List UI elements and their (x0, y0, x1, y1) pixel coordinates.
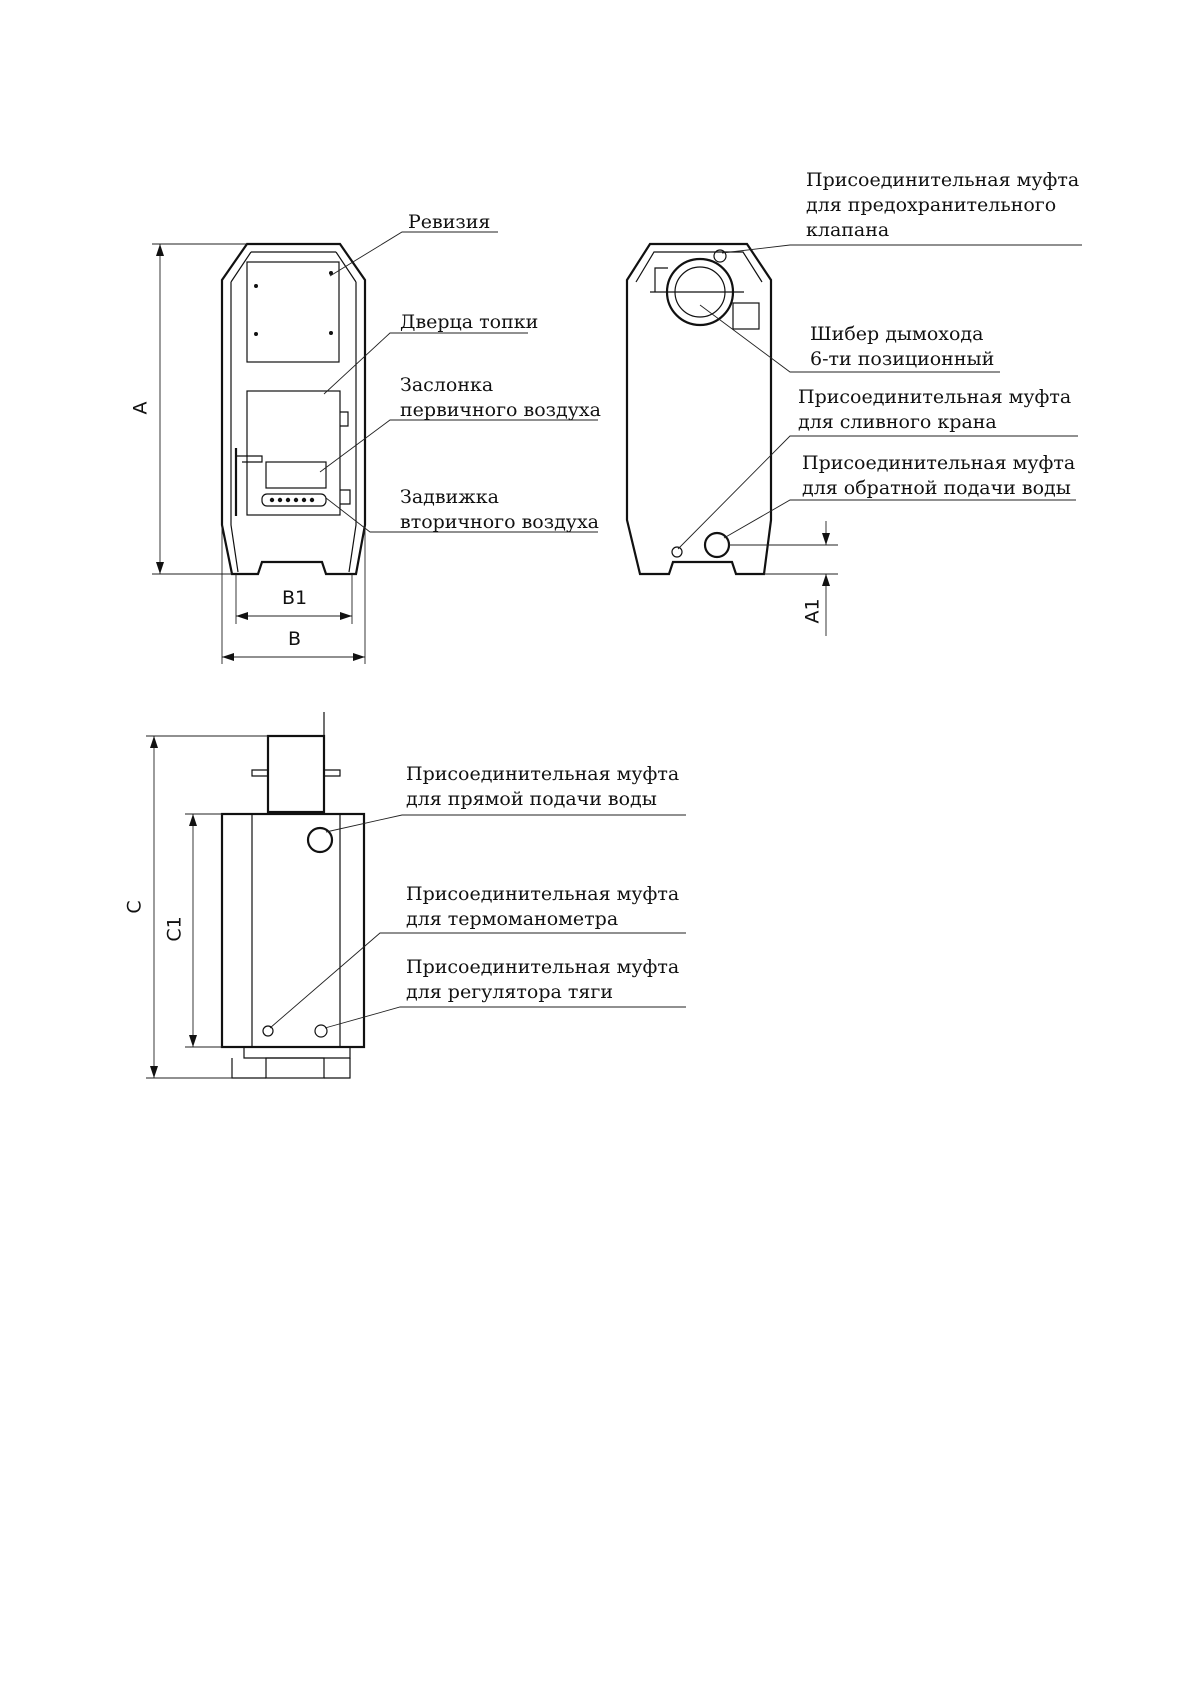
label-text: Присоединительная муфта (406, 763, 680, 785)
revision-bolt (329, 331, 333, 335)
dim-a1-arrow (822, 533, 830, 586)
label-primary-air-damper (400, 373, 601, 423)
label-text: первичного воздуха (400, 399, 601, 421)
door-hinge (340, 490, 350, 504)
leader-safety-valve (722, 245, 1082, 253)
label-safety-valve-coupling (806, 168, 1079, 243)
label-text: для обратной подачи воды (802, 477, 1071, 499)
label-text: Присоединительная муфта (802, 452, 1076, 474)
door-handle-arm (236, 456, 262, 462)
damper-handle (655, 268, 668, 292)
drain-coupling (672, 547, 682, 557)
label-supply-water-coupling (406, 762, 679, 812)
draft-regulator-coupling (315, 1025, 327, 1037)
label-text: Присоединительная муфта (406, 883, 680, 905)
label-secondary-air-slide (400, 485, 599, 535)
label-text: Шибер дымохода (810, 323, 984, 345)
leader-draft (325, 1007, 686, 1028)
label-text: Присоединительная муфта (806, 169, 1080, 191)
label-revision (408, 210, 490, 235)
label-text: клапана (806, 219, 890, 241)
label-draft-regulator-coupling (406, 955, 679, 1005)
leader-return (724, 500, 1076, 538)
revision-bolt (254, 332, 258, 336)
front-body-outline (222, 244, 365, 574)
door-hinge (340, 412, 348, 426)
label-text: для регулятора тяги (406, 981, 613, 1003)
leader-supply (326, 815, 686, 832)
label-text: для предохранительного (806, 194, 1057, 216)
back-view (627, 244, 1082, 636)
label-drain-coupling (798, 385, 1071, 435)
label-text: 6-ти позиционный (810, 348, 995, 370)
label-firebox-door (400, 310, 538, 335)
back-body-outline (627, 244, 771, 574)
dim-b-label: B (288, 628, 302, 650)
label-text: Дверца топки (400, 311, 539, 333)
dim-c-label: C (123, 900, 146, 914)
label-text: для термоманометра (406, 908, 619, 930)
leader-primary-air (320, 420, 598, 472)
label-text: Задвижка (400, 486, 499, 508)
thermomanometer-coupling (263, 1026, 273, 1036)
label-text: Ревизия (408, 211, 491, 233)
label-text: Заслонка (400, 374, 494, 396)
return-water-coupling (705, 533, 729, 557)
label-text: Присоединительная муфта (798, 386, 1072, 408)
revision-panel (247, 262, 339, 362)
side-foot (232, 1058, 350, 1078)
dim-a1-label: A1 (801, 598, 824, 624)
firebox-door (247, 391, 340, 515)
side-base (244, 1047, 350, 1058)
label-return-water-coupling (802, 451, 1075, 501)
dim-c1-label: C1 (163, 916, 186, 942)
front-bevel-left (231, 252, 251, 572)
side-ashpan (266, 1058, 324, 1078)
rating-plate (733, 303, 759, 329)
label-text: для сливного крана (798, 411, 997, 433)
revision-bolt (254, 284, 258, 288)
label-thermomanometer-coupling (406, 882, 679, 932)
label-chimney-damper (810, 322, 994, 372)
primary-air-damper (266, 462, 326, 488)
flue-pipe (268, 736, 324, 812)
flue-stub-right (324, 770, 340, 776)
label-text: Присоединительная муфта (406, 956, 680, 978)
side-body-outline (222, 814, 364, 1047)
dim-a-label: A (129, 401, 152, 415)
dim-b1-label: B1 (282, 587, 308, 609)
secondary-air-holes (270, 498, 314, 502)
label-text: вторичного воздуха (400, 511, 599, 533)
leader-revision (330, 232, 498, 276)
front-view (152, 232, 598, 664)
label-text: для прямой подачи воды (406, 788, 657, 810)
flue-stub-left (252, 770, 268, 776)
